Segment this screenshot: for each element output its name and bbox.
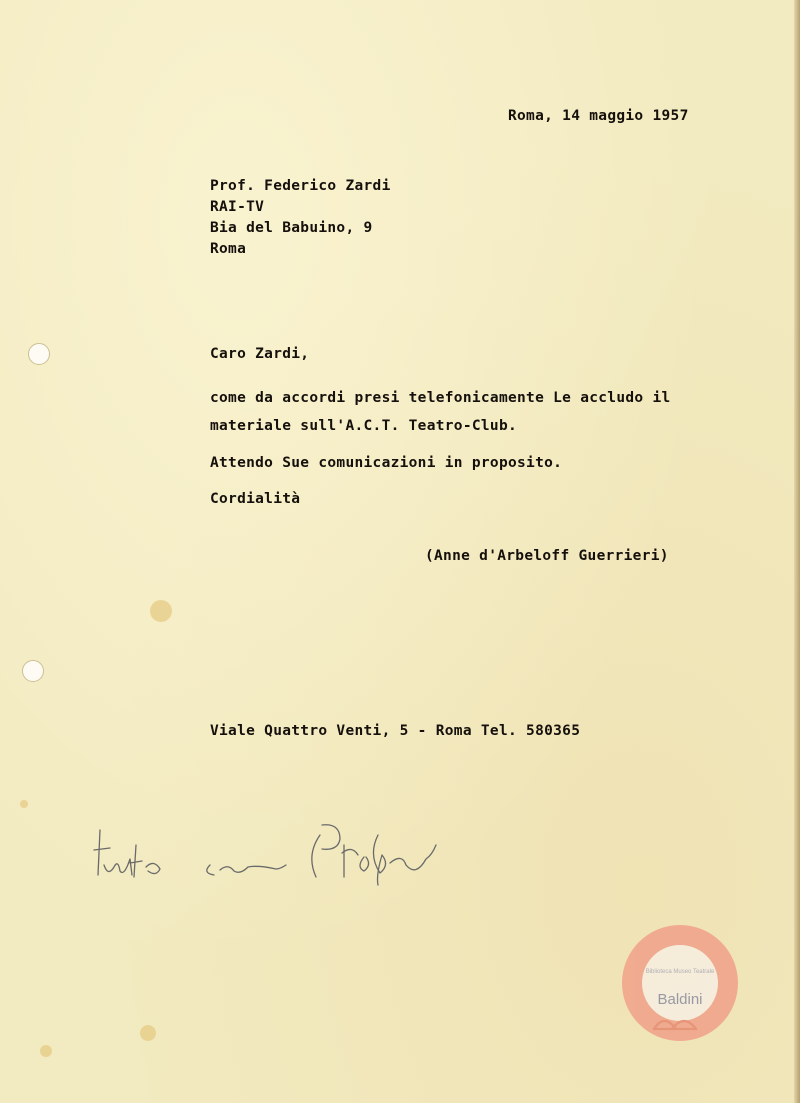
recipient-organization: RAI-TV [210,199,265,215]
signature: (Anne d'Arbeloff Guerrieri) [425,548,669,564]
punch-hole-bottom [22,660,44,682]
closing: Cordialità [210,491,301,507]
handwritten-note-drawing [90,815,450,895]
body-line-1: come da accordi presi telefonicamente Le accludo il [210,390,671,406]
theatre-masks-icon [650,1013,710,1031]
paper-edge [794,0,800,1103]
paper-stain [140,1025,156,1041]
salutation: Caro Zardi, [210,346,310,362]
recipient-name: Prof. Federico Zardi [210,178,391,194]
body-line-3: Attendo Sue comunicazioni in proposito. [210,455,563,471]
paper-stain [40,1045,52,1057]
library-stamp [622,925,738,1041]
stamp-label: Baldini [657,991,703,1008]
paper-stain [150,600,172,622]
date-line: Roma, 14 maggio 1957 [508,108,689,124]
punch-hole-top [28,343,50,365]
sender-address: Viale Quattro Venti, 5 - Roma Tel. 580365 [210,723,581,739]
recipient-city: Roma [210,241,247,257]
body-line-2: materiale sull'A.C.T. Teatro-Club. [210,418,518,434]
recipient-street: Bia del Babuino, 9 [210,220,373,236]
paper-stain [20,800,28,808]
stamp-inner-circle [642,945,718,1021]
stamp-small-text: Biblioteca Museo Teatrale [645,969,715,975]
